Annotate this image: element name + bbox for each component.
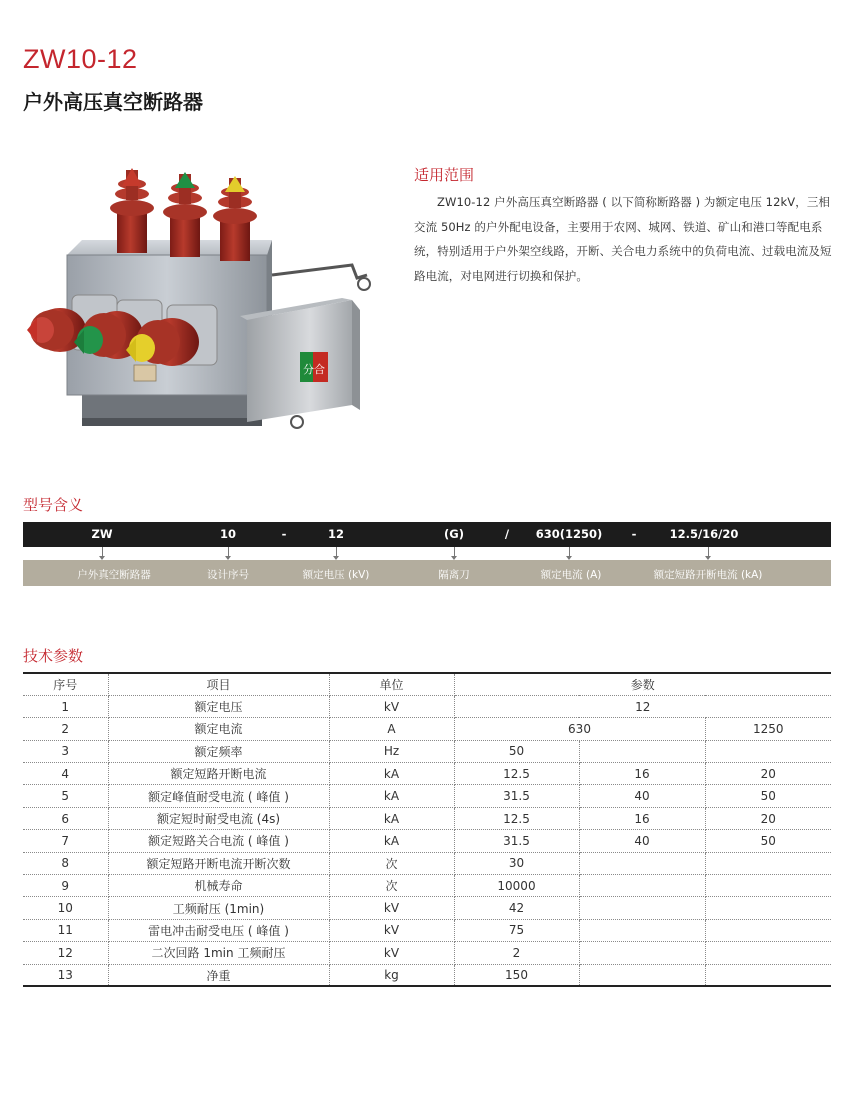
row-value (705, 852, 831, 874)
row-unit: kV (329, 897, 454, 919)
switch-label: 分合 (303, 363, 325, 376)
row-value: 16 (579, 807, 705, 829)
row-value (579, 942, 705, 964)
row-no: 5 (23, 785, 108, 807)
row-item: 额定短路开断电流开断次数 (108, 852, 329, 874)
arrow-down-icon (569, 547, 570, 557)
table-row (23, 852, 831, 874)
row-value: 50 (705, 830, 831, 852)
row-unit: 次 (329, 875, 454, 897)
desc-isolator: 隔离刀 (438, 569, 470, 581)
table-row (23, 830, 831, 852)
row-value: 1250 (705, 718, 831, 740)
row-item: 净重 (108, 964, 329, 986)
row-item: 额定短时耐受电流 (4s) (108, 807, 329, 829)
arrow-down-icon (336, 547, 337, 557)
row-no: 10 (23, 897, 108, 919)
row-no: 2 (23, 718, 108, 740)
row-value (705, 964, 831, 986)
row-unit: kA (329, 830, 454, 852)
row-item: 额定电流 (108, 718, 329, 740)
row-value: 75 (454, 919, 579, 941)
row-value: 42 (454, 897, 579, 919)
header-no: 序号 (23, 673, 108, 695)
table-row (23, 807, 831, 829)
row-unit: kV (329, 942, 454, 964)
table-row (23, 875, 831, 897)
circuit-breaker-photo (22, 160, 382, 455)
product-title: 户外高压真空断路器 (23, 90, 203, 114)
arrow-down-icon (102, 547, 103, 557)
header-item: 项目 (108, 673, 329, 695)
code-current: 630(1250) (535, 527, 603, 541)
row-no: 11 (23, 919, 108, 941)
row-value (705, 875, 831, 897)
row-value: 40 (579, 830, 705, 852)
desc-voltage: 额定电压 (kV) (302, 569, 370, 581)
table-row (23, 740, 831, 762)
table-row (23, 718, 831, 740)
row-value (579, 897, 705, 919)
table-row (23, 919, 831, 941)
row-item: 工频耐压 (1min) (108, 897, 329, 919)
code-series: ZW (91, 527, 113, 541)
row-value (705, 897, 831, 919)
model-meaning-title: 型号含义 (23, 496, 84, 514)
row-value (705, 740, 831, 762)
row-item: 机械寿命 (108, 875, 329, 897)
arrow-down-icon (228, 547, 229, 557)
tech-params-title: 技术参数 (23, 647, 84, 665)
desc-series: 户外真空断路器 (77, 569, 151, 581)
table-row (23, 785, 831, 807)
row-value (579, 875, 705, 897)
row-value (579, 852, 705, 874)
row-item: 额定电压 (108, 695, 329, 717)
row-no: 9 (23, 875, 108, 897)
row-unit: kg (329, 964, 454, 986)
code-design-no: 10 (219, 527, 237, 541)
row-no: 3 (23, 740, 108, 762)
row-item: 额定短路开断电流 (108, 763, 329, 785)
row-value: 12.5 (454, 763, 579, 785)
row-no: 7 (23, 830, 108, 852)
row-item: 二次回路 1min 工频耐压 (108, 942, 329, 964)
row-unit: kA (329, 785, 454, 807)
row-item: 额定峰值耐受电流 ( 峰值 ) (108, 785, 329, 807)
row-unit: A (329, 718, 454, 740)
row-value: 40 (579, 785, 705, 807)
row-no: 6 (23, 807, 108, 829)
arrow-down-icon (454, 547, 455, 557)
row-value (579, 740, 705, 762)
desc-breaking-current: 额定短路开断电流 (kA) (653, 569, 763, 581)
row-value: 2 (454, 942, 579, 964)
row-value: 31.5 (454, 785, 579, 807)
header-unit: 单位 (329, 673, 454, 695)
row-value: 50 (705, 785, 831, 807)
code-separator: - (281, 527, 287, 541)
row-value: 20 (705, 763, 831, 785)
row-value (705, 942, 831, 964)
desc-design-no: 设计序号 (207, 569, 249, 581)
row-value (579, 964, 705, 986)
table-row (23, 897, 831, 919)
row-no: 4 (23, 763, 108, 785)
header-params: 参数 (454, 673, 831, 695)
row-value (579, 919, 705, 941)
row-unit: Hz (329, 740, 454, 762)
row-unit: kA (329, 807, 454, 829)
code-voltage: 12 (327, 527, 345, 541)
tech-params-table (23, 672, 831, 987)
row-value: 30 (454, 852, 579, 874)
table-row (23, 763, 831, 785)
row-value: 12 (454, 695, 831, 717)
row-unit: 次 (329, 852, 454, 874)
row-item: 雷电冲击耐受电压 ( 峰值 ) (108, 919, 329, 941)
row-value: 50 (454, 740, 579, 762)
code-breaking-current: 12.5/16/20 (669, 527, 739, 541)
row-no: 12 (23, 942, 108, 964)
arrow-down-icon (708, 547, 709, 557)
row-value: 12.5 (454, 807, 579, 829)
row-value: 31.5 (454, 830, 579, 852)
model-title: ZW10-12 (23, 44, 138, 74)
row-value (705, 919, 831, 941)
row-value: 150 (454, 964, 579, 986)
table-row (23, 964, 831, 986)
code-separator: - (631, 527, 637, 541)
code-isolator: (G) (444, 527, 464, 541)
row-value: 10000 (454, 875, 579, 897)
desc-current: 额定电流 (A) (540, 569, 602, 581)
row-no: 13 (23, 964, 108, 986)
row-unit: kV (329, 919, 454, 941)
row-no: 8 (23, 852, 108, 874)
application-text: ZW10-12 户外高压真空断路器 ( 以下简称断路器 ) 为额定电压 12kV，三相交流 50Hz 的户外配电设备，主要用于农网、城网、铁道、矿山和港口等配电系统，特别适用于户外架空线路，开断、关合电力系统中的负荷电流、过载电流及短路电流，对电网进行切换和保护。 (414, 195, 832, 283)
row-value: 630 (454, 718, 705, 740)
row-no: 1 (23, 695, 108, 717)
model-code-bar (23, 522, 831, 547)
code-separator: / (504, 527, 510, 541)
row-item: 额定频率 (108, 740, 329, 762)
code-arrows (23, 547, 831, 560)
row-value: 20 (705, 807, 831, 829)
model-description-bar (23, 560, 831, 586)
row-item: 额定短路关合电流 ( 峰值 ) (108, 830, 329, 852)
application-title: 适用范围 (414, 166, 475, 184)
table-row (23, 942, 831, 964)
row-value: 16 (579, 763, 705, 785)
row-unit: kV (329, 695, 454, 717)
table-row (23, 695, 831, 717)
row-unit: kA (329, 763, 454, 785)
table-header-row (23, 673, 831, 695)
